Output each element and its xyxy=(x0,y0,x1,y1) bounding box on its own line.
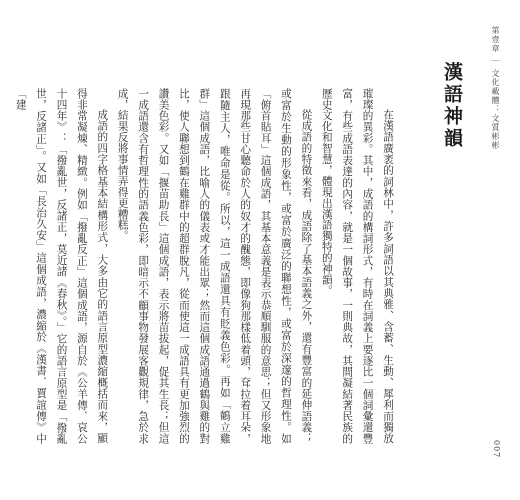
page-number: 007 xyxy=(492,440,501,459)
body-text xyxy=(14,88,398,444)
section-title: 漢語神韻 xyxy=(441,62,463,150)
running-header: 第壹章 ｜ 文化載體：文質彬彬 xyxy=(491,26,500,151)
paragraph: 從成語的特徵來看，成語除了基本語義之外，還有豐富的延伸語義；或富於生動的形象性，或富於廣泛的聯想性，或富於深邃的哲理性。如「俯首貼耳」這個成語，其基本意義是表示恭順馴服的意思；但又形象地再現那些甘心聽命於人的奴才的醜態，即像狗那樣低着頭，耷拉着耳朵，跟隨主人，唯命是從。所以，這一成語還具有貶義色彩。再如「鶴立雞群」這個成語，比喻人的儀表或才能出眾；然而這個成語通過鶴與雞的對比，使人聯想到鶴在雞群中的超群脫凡，從而使這一成語具有更加強烈的讚美色彩。又如「揠苗助長」這個成語，表示將苗拔起，促其生長；但這一成語還含有哲理性的語義色彩，即暗示不顧事物發展客觀規律，急於求成，結果反將事情弄得更糟糕。 xyxy=(116,88,313,444)
paragraph: 在漢語廣袤的詞林中，許多詞語以其典雅、含蓄、生動、犀利而獨放璀璨的異彩。其中，成語的構詞形式，有時在詞義上要逐比一個詞彙還豐富，有些成語表達的內容，就是一個故事，一則典故，其間凝結著民族的歷史文化和智慧，體現出漢語獨特的神韻。 xyxy=(320,88,394,444)
paragraph: 成語的四字格基本結構形式，大多由它的語言原型濃縮概括而來，顯得非常凝煉、精緻。例如「撥亂反正」這個成語，源自於《公羊傳．哀公十四年》：「撥亂世，反諸正，莫近諸《春秋》。」它的語言原型是「撥亂世，反諸正」。又如「長治久安」這個成語，濃縮於《漢書．賈誼傳》中「建 xyxy=(14,88,109,444)
